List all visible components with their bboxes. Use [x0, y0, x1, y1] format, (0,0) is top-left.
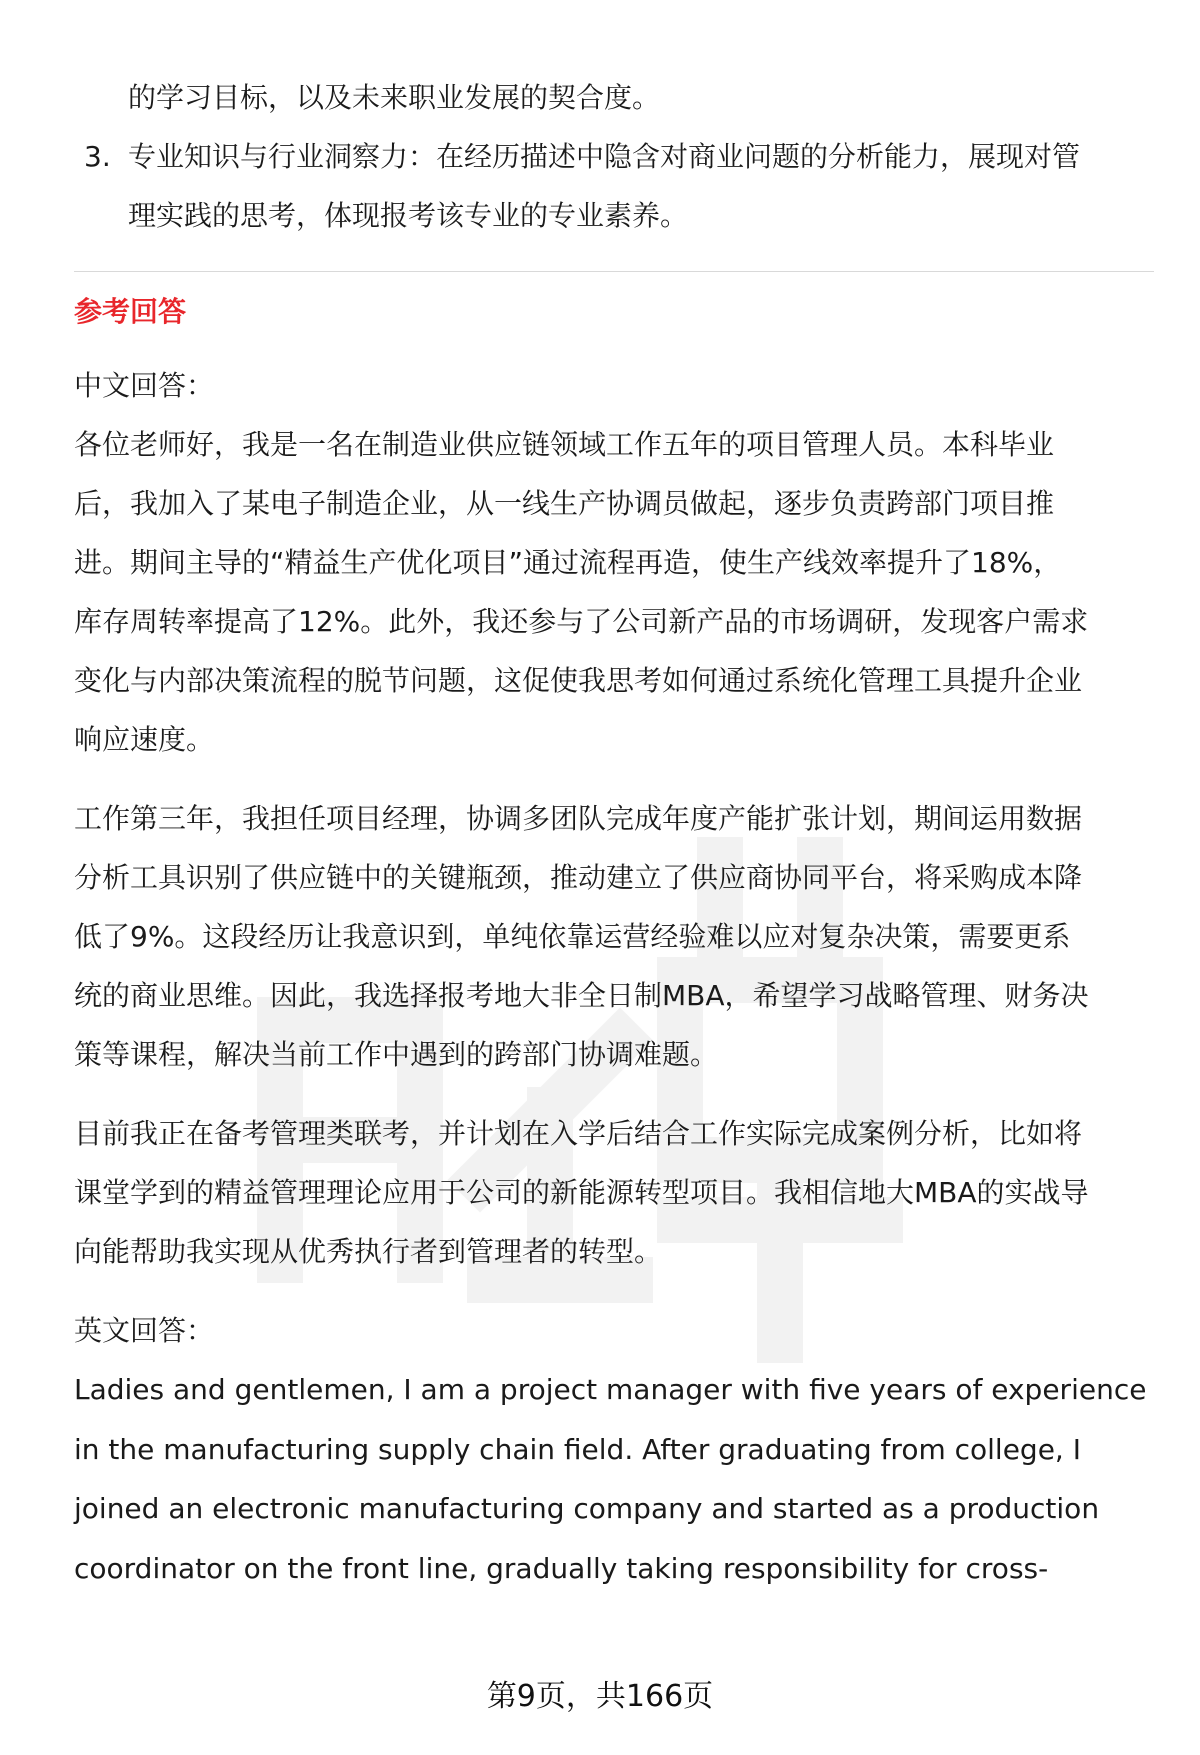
text-line: 各位老师好，我是一名在制造业供应链领域工作五年的项目管理人员。本科毕业: [74, 428, 1055, 461]
chinese-paragraph-2: [74, 789, 1154, 1084]
text-line: 响应速度。: [74, 723, 215, 756]
list-item-number: 3.: [84, 140, 111, 173]
list-item-3: [74, 127, 1154, 245]
text-line: 目前我正在备考管理类联考，并计划在入学后结合工作实际完成案例分析，比如将: [74, 1117, 1083, 1150]
text-line: 向能帮助我实现从优秀执行者到管理者的转型。: [74, 1235, 663, 1268]
chinese-paragraph-1: [74, 415, 1154, 769]
text-line: coordinator on the front line, gradually taking responsibility for cross-: [74, 1551, 1049, 1585]
section-title: 参考回答: [74, 295, 187, 328]
text-line: 分析工具识别了供应链中的关键瓶颈，推动建立了供应商协同平台，将采购成本降: [74, 861, 1083, 894]
section-divider: [74, 271, 1154, 272]
list-item-3-line-1: 专业知识与行业洞察力：在经历描述中隐含对商业问题的分析能力，展现对管: [128, 140, 1081, 173]
page-footer: 第9页，共166页: [486, 1679, 714, 1714]
text-line: 策等课程，解决当前工作中遇到的跨部门协调难题。: [74, 1038, 719, 1071]
item-2-continuation: 的学习目标，以及未来职业发展的契合度。: [128, 81, 661, 114]
text-line: 变化与内部决策流程的脱节问题，这促使我思考如何通过系统化管理工具提升企业: [74, 664, 1083, 697]
text-line: 工作第三年，我担任项目经理，协调多团队完成年度产能扩张计划，期间运用数据: [74, 802, 1083, 835]
english-paragraph: [74, 1360, 1154, 1598]
text-line: 低了9%。这段经历让我意识到，单纯依靠运营经验难以应对复杂决策，需要更系: [74, 920, 1071, 953]
text-line: 进。期间主导的“精益生产优化项目”通过流程再造，使生产线效率提升了18%，: [74, 546, 1062, 579]
list-item-3-line-2: 理实践的思考，体现报考该专业的专业素养。: [128, 199, 689, 232]
english-answer-label: 英文回答：: [74, 1314, 215, 1347]
text-line: 统的商业思维。因此，我选择报考地大非全日制MBA，希望学习战略管理、财务决: [74, 979, 1089, 1012]
text-line: Ladies and gentlemen, I am a project manager with five years of experience: [74, 1373, 1147, 1406]
chinese-answer-label: 中文回答：: [74, 369, 215, 402]
text-line: in the manufacturing supply chain field. After graduating from college, I: [74, 1432, 1081, 1466]
text-line: 课堂学到的精益管理理论应用于公司的新能源转型项目。我相信地大MBA的实战导: [74, 1176, 1089, 1209]
chinese-paragraph-3: [74, 1104, 1154, 1281]
text-line: 库存周转率提高了12%。此外，我还参与了公司新产品的市场调研，发现客户需求: [74, 605, 1089, 638]
document-content: [74, 68, 1154, 1598]
text-line: 后，我加入了某电子制造企业，从一线生产协调员做起，逐步负责跨部门项目推: [74, 487, 1055, 520]
text-line: joined an electronic manufacturing company and started as a production: [74, 1492, 1100, 1525]
